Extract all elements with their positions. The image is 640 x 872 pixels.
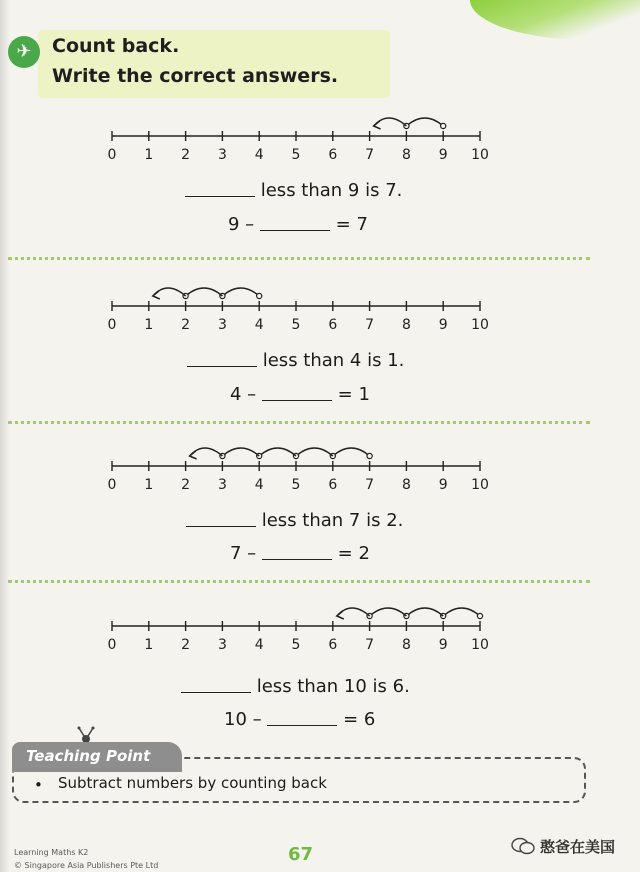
equation-3 xyxy=(230,543,370,564)
section-divider xyxy=(8,580,590,583)
tick-label: 7 xyxy=(365,477,375,493)
tick-label: 3 xyxy=(217,477,227,493)
tick-label: 8 xyxy=(401,637,411,653)
tick-label: 4 xyxy=(254,317,264,333)
tick-label: 4 xyxy=(254,637,264,653)
tick-label: 9 xyxy=(438,477,448,493)
instruction-line-1: Count back. xyxy=(52,35,180,57)
hop-arrowhead xyxy=(374,121,381,129)
statement-4 xyxy=(181,676,410,697)
answer-blank[interactable] xyxy=(267,724,337,726)
answer-blank[interactable] xyxy=(187,365,257,367)
book-title: Learning Maths K2 xyxy=(14,848,89,857)
page-number: 67 xyxy=(288,844,314,865)
start-point xyxy=(257,293,262,298)
tick-label: 2 xyxy=(181,317,191,333)
answer-blank[interactable] xyxy=(262,558,332,560)
instruction-line-2: Write the correct answers. xyxy=(52,65,339,87)
tick-label: 6 xyxy=(328,147,338,163)
tick-label: 6 xyxy=(328,317,338,333)
tick-label: 4 xyxy=(254,477,264,493)
equation-left: 9 – xyxy=(228,214,255,235)
copyright: © Singapore Asia Publishers Pte Ltd xyxy=(14,861,159,870)
answer-blank[interactable] xyxy=(186,525,256,527)
tick-label: 0 xyxy=(107,477,117,493)
instruction-header xyxy=(8,30,388,98)
watermark: 憨爸在美国 xyxy=(540,838,616,856)
statement-3 xyxy=(186,510,403,531)
start-point xyxy=(441,123,446,128)
tick-label: 10 xyxy=(471,477,489,493)
tick-label: 6 xyxy=(328,637,338,653)
hop-arc xyxy=(333,448,370,456)
tick-label: 9 xyxy=(438,317,448,333)
section-divider xyxy=(8,257,590,260)
tick-label: 10 xyxy=(471,637,489,653)
tick-label: 1 xyxy=(144,477,154,493)
bullet: • xyxy=(34,776,43,794)
start-point xyxy=(477,613,482,618)
tick-label: 10 xyxy=(471,317,489,333)
answer-blank[interactable] xyxy=(185,195,255,197)
tick-label: 5 xyxy=(291,317,301,333)
tick-label: 7 xyxy=(365,317,375,333)
airplane-icon: ✈ xyxy=(8,36,40,68)
tick-label: 0 xyxy=(107,317,117,333)
hop-arrowhead xyxy=(153,291,160,299)
equation-right: = 2 xyxy=(337,543,370,564)
hop-arc xyxy=(222,288,259,296)
tick-label: 5 xyxy=(291,477,301,493)
hop-arc xyxy=(186,288,223,296)
corner-decoration xyxy=(470,0,640,40)
equation-4 xyxy=(224,709,375,730)
equation-left: 4 – xyxy=(230,384,257,405)
hop-arc xyxy=(406,118,443,126)
tick-label: 8 xyxy=(401,317,411,333)
tick-label: 1 xyxy=(144,317,154,333)
equation-left: 10 – xyxy=(224,709,262,730)
equation-right: = 6 xyxy=(343,709,376,730)
tick-label: 9 xyxy=(438,637,448,653)
tick-label: 6 xyxy=(328,477,338,493)
number-line-2 xyxy=(0,282,640,333)
tick-label: 2 xyxy=(181,477,191,493)
answer-blank[interactable] xyxy=(181,691,251,693)
teaching-point-label: Teaching Point xyxy=(26,747,151,765)
tick-label: 1 xyxy=(144,637,154,653)
hop-arc xyxy=(222,448,259,456)
tick-label: 0 xyxy=(107,637,117,653)
tick-label: 8 xyxy=(401,147,411,163)
equation-left: 7 – xyxy=(230,543,257,564)
tick-label: 10 xyxy=(471,147,489,163)
equation-right: = 7 xyxy=(335,214,368,235)
tick-label: 5 xyxy=(291,637,301,653)
tick-label: 0 xyxy=(107,147,117,163)
hop-arc xyxy=(296,448,333,456)
tick-label: 3 xyxy=(217,147,227,163)
hop-arrowhead xyxy=(190,451,197,459)
equation-1 xyxy=(228,214,368,235)
tick-label: 7 xyxy=(365,147,375,163)
tick-label: 2 xyxy=(181,637,191,653)
hop-arc xyxy=(259,448,296,456)
hop-arc xyxy=(406,608,443,616)
start-point xyxy=(367,453,372,458)
hop-arc xyxy=(443,608,480,616)
statement-text: less than 10 is 6. xyxy=(256,676,410,697)
tick-label: 2 xyxy=(181,147,191,163)
tick-label: 5 xyxy=(291,147,301,163)
answer-blank[interactable] xyxy=(260,229,330,231)
tick-label: 1 xyxy=(144,147,154,163)
number-line-3 xyxy=(0,442,640,493)
hop-arrowhead xyxy=(337,611,344,619)
tick-label: 9 xyxy=(438,147,448,163)
statement-text: less than 7 is 2. xyxy=(261,510,404,531)
section-divider xyxy=(8,421,590,424)
number-line-4 xyxy=(0,602,640,653)
number-line-1 xyxy=(0,112,640,163)
tick-label: 4 xyxy=(254,147,264,163)
statement-text: less than 4 is 1. xyxy=(262,350,405,371)
answer-blank[interactable] xyxy=(262,399,332,401)
hop-arc xyxy=(370,608,407,616)
wechat-icon xyxy=(510,836,536,856)
tick-label: 3 xyxy=(217,637,227,653)
teaching-point-text: Subtract numbers by counting back xyxy=(58,774,327,792)
tick-label: 8 xyxy=(401,477,411,493)
statement-2 xyxy=(187,350,404,371)
tick-label: 3 xyxy=(217,317,227,333)
equation-right: = 1 xyxy=(337,384,370,405)
tick-label: 7 xyxy=(365,637,375,653)
equation-2 xyxy=(230,384,370,405)
statement-text: less than 9 is 7. xyxy=(260,180,403,201)
statement-1 xyxy=(185,180,402,201)
